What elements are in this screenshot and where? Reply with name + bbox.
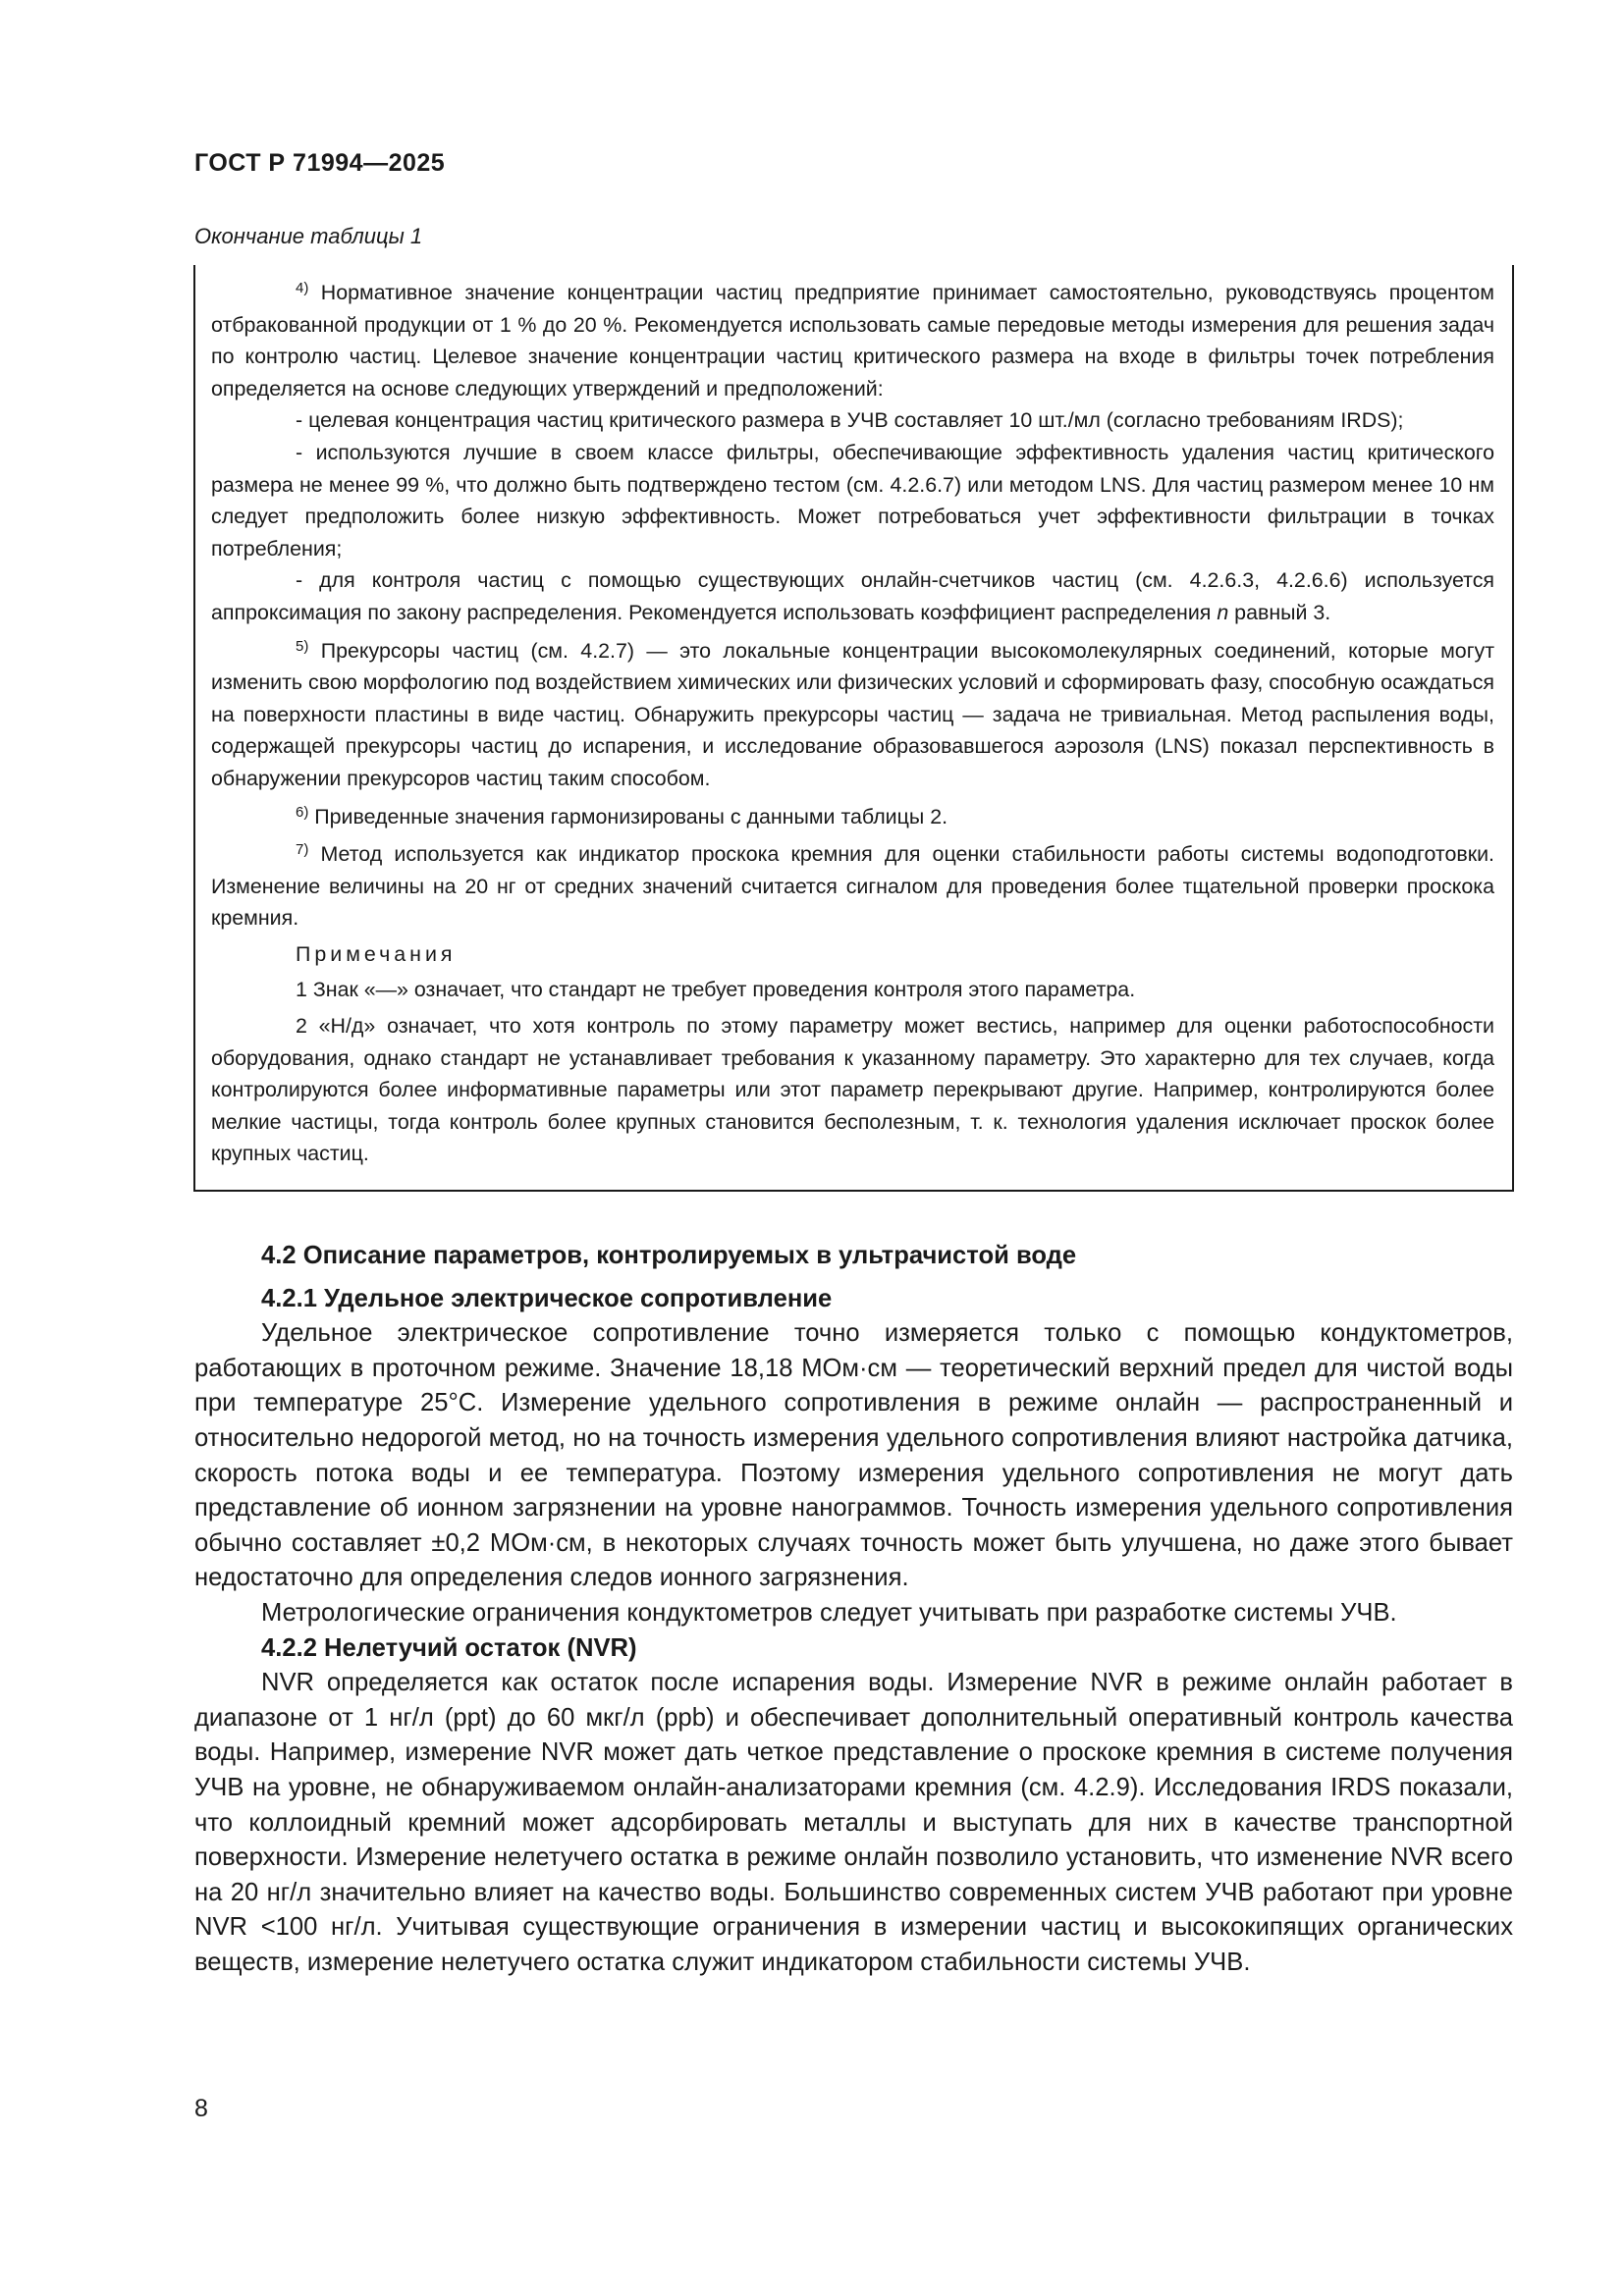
section-body — [194, 1239, 1513, 1980]
footnote-mark: 6) — [296, 803, 309, 821]
footnote-5 — [211, 635, 1494, 795]
footnote-4-item-2: - используются лучшие в своем классе фильтры, обеспечивающие эффективность удаления частиц критического размера не менее 99 %, что должно быть подтверждено тестом (см. 4.2.6.7) или методом LNS. Для частиц размером менее 10 нм следует предположить более низкую эффективность. Может потребоваться учет эффективности фильтрации в точках потребления; — [211, 440, 1494, 561]
note-1: 1 Знак «—» означает, что стандарт не требует проведения контроля этого параметра. — [296, 978, 1136, 1002]
section-heading-4-2-1: 4.2.1 Удельное электрическое сопротивление — [261, 1284, 833, 1312]
footnote-7 — [211, 838, 1494, 934]
paragraph-4-2-1-a: Удельное электрическое сопротивление точно измеряется только с помощью кондуктометров, работающих в проточном режиме. Значение 18,18 МОм·см — теоретический верхний предел для чистой воды при температуре 25°С. Измерение удельного сопротивления в режиме онлайн — распространенный и относительно недорогой метод, но на точность измерения удельного сопротивления влияют настройка датчика, скорость потока воды и ее температура. Поэтому измерения удельного сопротивления не могут дать представление об ионном загрязнении на уровне нанограммов. Точность измерения удельного сопротивления обычно составляет ±0,2 МОм·см, в некоторых случаях точность может быть улучшена, но даже этого бывает недостаточно для определения следов ионного загрязнения. — [194, 1319, 1513, 1592]
table-footnotes-text — [211, 277, 1494, 1170]
footnote-mark: 5) — [296, 637, 309, 655]
footnote-4 — [211, 277, 1494, 404]
footnote-6 — [211, 801, 1494, 833]
table-continuation-label: Окончание таблицы 1 — [194, 224, 423, 248]
paragraph-4-2-2: NVR определяется как остаток после испарения воды. Измерение NVR в режиме онлайн работает в диапазоне от 1 нг/л (ppt) до 60 мкг/л (ppb) и обеспечивает дополнительный оперативный контроль качества воды. Например, измерение NVR может дать четкое представление о проскоке кремния в системе получения УЧВ на уровне, не обнаруживаемом онлайн-анализаторами кремния (см. 4.2.9). Исследования IRDS показали, что коллоидный кремний может адсорбировать металлы и выступать для них в качестве транспортной поверхности. Измерение нелетучего остатка в режиме онлайн позволило установить, что изменение NVR всего на 20 нг/л значительно влияет на качество воды. Большинство современных систем УЧВ работают при уровне NVR <100 нг/л. Учитывая существующие ограничения в измерении частиц и высококипящих органических веществ, измерение нелетучего остатка служит индикатором стабильности системы УЧВ. — [194, 1669, 1513, 1976]
item-text: равный 3. — [1228, 600, 1331, 624]
item-text: - для контроля частиц с помощью существующих онлайн-счетчиков частиц (см. 4.2.6.3, 4.2.6.6) используется аппроксимация по закону распределения. Рекомендуется использовать коэффициент распределения — [211, 568, 1494, 624]
footnote-text: Приведенные значения гармонизированы с данными таблицы 2. — [308, 804, 948, 828]
page-number: 8 — [194, 2095, 208, 2122]
notes-heading: Примечания — [296, 941, 457, 966]
footnote-text: Метод используется как индикатор проскока кремния для оценки стабильности работы системы водоподготовки. Изменение величины на 20 нг от средних значений считается сигналом для проведения более тщательной проверки проскока кремния. — [211, 842, 1494, 931]
section-heading-4-2-2: 4.2.2 Нелетучий остаток (NVR) — [261, 1633, 637, 1662]
footnote-text: Прекурсоры частиц (см. 4.2.7) — это локальные концентрации высокомолекулярных соединений, которые могут изменить свою морфологию под воздействием химических или физических условий и сформировать фазу, способную осаждаться на поверхности пластины в виде частиц. Обнаружить прекурсоры частиц — задача не тривиальная. Метод распыления воды, содержащей прекурсоры частиц до испарения, и исследование образовавшегося аэрозоля (LNS) показал перспективность в обнаружении прекурсоров частиц таким способом. — [211, 638, 1494, 790]
footnote-4-item-3 — [211, 564, 1494, 628]
footnote-mark: 7) — [296, 841, 309, 859]
item-variable: n — [1217, 600, 1229, 624]
paragraph-4-2-1-b: Метрологические ограничения кондуктометров следует учитывать при разработке системы УЧВ. — [261, 1598, 1397, 1627]
table-footnotes-box — [193, 265, 1514, 1192]
footnote-4-item-1: - целевая концентрация частиц критического размера в УЧВ составляет 10 шт./мл (согласно требованиям IRDS); — [296, 408, 1404, 433]
footnote-mark: 4) — [296, 280, 309, 296]
footnote-text: Нормативное значение концентрации частиц предприятие принимает самостоятельно, руководствуясь процентом отбракованной продукции от 1 % до 20 %. Рекомендуется использовать самые передовые методы измерения для решения задач по контролю частиц. Целевое значение концентрации частиц критического размера на входе в фильтры точек потребления определяется на основе следующих утверждений и предположений: — [211, 281, 1494, 400]
document-header-title: ГОСТ Р 71994—2025 — [194, 149, 446, 177]
section-heading-4-2: 4.2 Описание параметров, контролируемых в ультрачистой воде — [261, 1242, 1077, 1269]
note-2: 2 «Н/д» означает, что хотя контроль по этому параметру может вестись, например для оценки работоспособности оборудования, однако стандарт не устанавливает требования к указанному параметру. Это характерно для тех случаев, когда контролируются более информативные параметры или этот параметр перекрывают другие. Например, контролируются более мелкие частицы, тогда контроль более крупных становится бесполезным, т. к. технология удаления исключает проскок более крупных частиц. — [211, 1014, 1494, 1166]
